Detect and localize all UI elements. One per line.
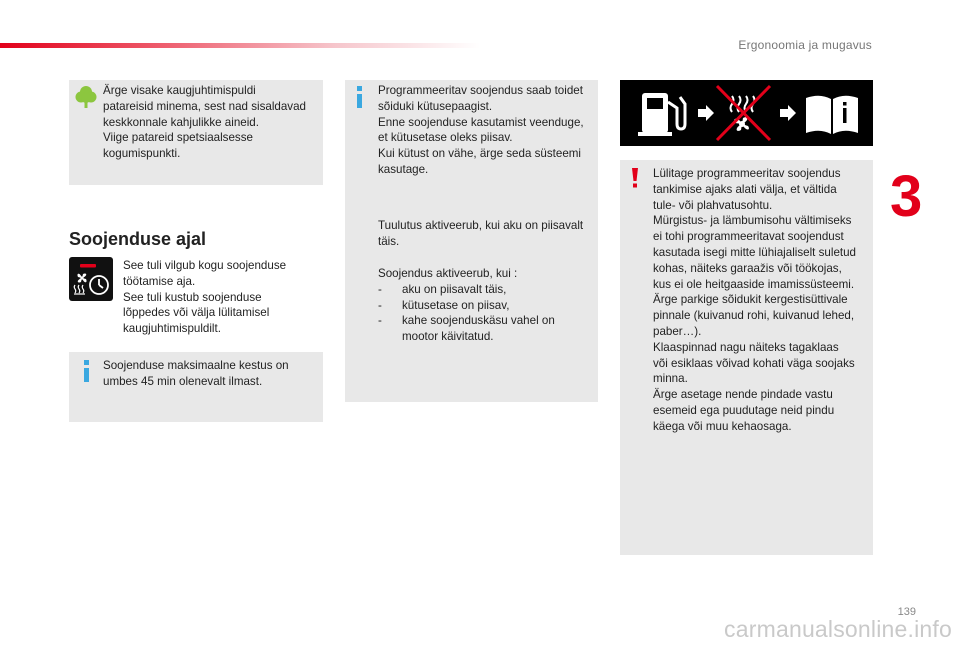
info-icon	[355, 86, 365, 108]
ventilation-paragraph	[378, 218, 594, 250]
paragraph-line: kasutage.	[378, 162, 429, 176]
warning-line: esemeid ega puudutage neid pindu	[653, 403, 835, 417]
condition-text: mootor käivitatud.	[402, 330, 494, 344]
eco-note-line: kogumispunkti.	[103, 147, 181, 161]
watermark: carmanualsonline.info	[724, 616, 952, 642]
warning-line: paber…).	[653, 324, 702, 338]
warning-line: või esiklaas võivad kohati väga soojaks	[653, 356, 855, 370]
indicator-text	[123, 258, 313, 337]
indicator-line: töötamise aja.	[123, 274, 196, 288]
condition-text: aku on piisavalt täis,	[402, 282, 507, 296]
list-dash: -	[378, 282, 382, 296]
paragraph-line: Programmeeritav soojendus saab toidet	[378, 84, 583, 97]
indicator-line: kaugjuhtimispuldilt.	[123, 322, 221, 336]
heater-crossed-icon	[717, 86, 770, 140]
conditions-intro: Soojendus aktiveerub, kui :	[378, 267, 518, 280]
condition-text: kütusetase on piisav,	[402, 298, 510, 312]
paragraph-line: täis.	[378, 234, 400, 248]
activation-conditions	[378, 266, 594, 345]
eco-note-line: patareisid minema, sest nad sisaldavad	[103, 99, 306, 113]
arrow-right-icon	[780, 105, 796, 121]
eco-note-line: keskkonnale kahjulikke aineid.	[103, 115, 259, 129]
paragraph-line: Enne soojenduse kasutamist veenduge,	[378, 115, 584, 129]
condition-item	[378, 313, 594, 345]
info-note-line: Soojenduse maksimaalne kestus on	[103, 359, 289, 372]
refuelling-pictogram-banner	[620, 80, 873, 146]
indicator-line: lõppedes või välja lülitamisel	[123, 306, 270, 320]
heater-timer-icon	[69, 257, 113, 301]
tree-icon	[75, 85, 97, 109]
info-icon	[82, 360, 92, 382]
warning-line: Klaaspinnad nagu näiteks tagaklaas	[653, 340, 839, 354]
paragraph-line: Kui kütust on vähe, ärge seda süsteemi	[378, 147, 582, 161]
warning-line: kohas, näiteks garaažis või töökojas,	[653, 261, 842, 275]
warning-line: käega või muu kehaosaga.	[653, 419, 792, 433]
paragraph-line: et kütusetase oleks piisav.	[378, 131, 513, 145]
warning-line: pinnale (kuivanud rohi, kuivanud lehed,	[653, 309, 855, 323]
page-number: 139	[897, 606, 916, 618]
fuel-supply-paragraph	[378, 83, 594, 178]
warning-line: Ärge parkige sõidukit kergestisüttivale	[653, 293, 848, 307]
info-note-line: umbes 45 min olenevalt ilmast.	[103, 374, 263, 388]
condition-item	[378, 298, 594, 314]
paragraph-line: Tuulutus aktiveerub, kui aku on piisavalt	[378, 219, 584, 232]
eco-note-line: Ärge visake kaugjuhtimispuldi	[103, 84, 256, 97]
chapter-title: Ergonoomia ja mugavus	[738, 38, 872, 52]
warning-line: Lülitage programmeeritav soojendus	[653, 167, 841, 180]
warning-line: tule- või plahvatusohtu.	[653, 198, 773, 212]
eco-note-line: Viige patareid spetsiaalsesse	[103, 131, 253, 145]
manual-book-icon	[806, 96, 858, 134]
condition-text: kahe soojenduskäsu vahel on	[402, 314, 555, 328]
exclamation-icon	[631, 168, 639, 188]
indicator-line: See tuli kustub soojenduse	[123, 290, 262, 304]
fuel-pump-icon	[638, 93, 685, 136]
warning-line: kus ei ole heitgaaside imamissüsteemi.	[653, 277, 855, 291]
header-accent-bar	[0, 43, 480, 48]
warning-line: tankimise ajaks alati välja, et vältida	[653, 182, 837, 196]
indicator-line: See tuli vilgub kogu soojenduse	[123, 259, 287, 272]
arrow-right-icon	[698, 105, 714, 121]
eco-note-text	[103, 83, 321, 162]
warning-line: kasutada isegi mitte lühiajaliselt suletud	[653, 245, 857, 259]
section-title: Soojenduse ajal	[69, 229, 207, 249]
paragraph-line: sõiduki kütusepaagist.	[378, 99, 493, 113]
warning-line: Ärge asetage nende pindade vastu	[653, 388, 833, 402]
list-dash: -	[378, 298, 382, 312]
info-note-text	[103, 358, 313, 390]
warning-line: ei tohi programmeeritavat soojendust	[653, 230, 844, 244]
list-dash: -	[378, 314, 382, 328]
warning-note-text	[653, 166, 867, 435]
warning-line: Mürgistus- ja lämbumisohu vältimiseks	[653, 214, 852, 228]
warning-line: minna.	[653, 372, 688, 386]
condition-item	[378, 282, 594, 298]
chapter-number: 3	[890, 164, 923, 229]
